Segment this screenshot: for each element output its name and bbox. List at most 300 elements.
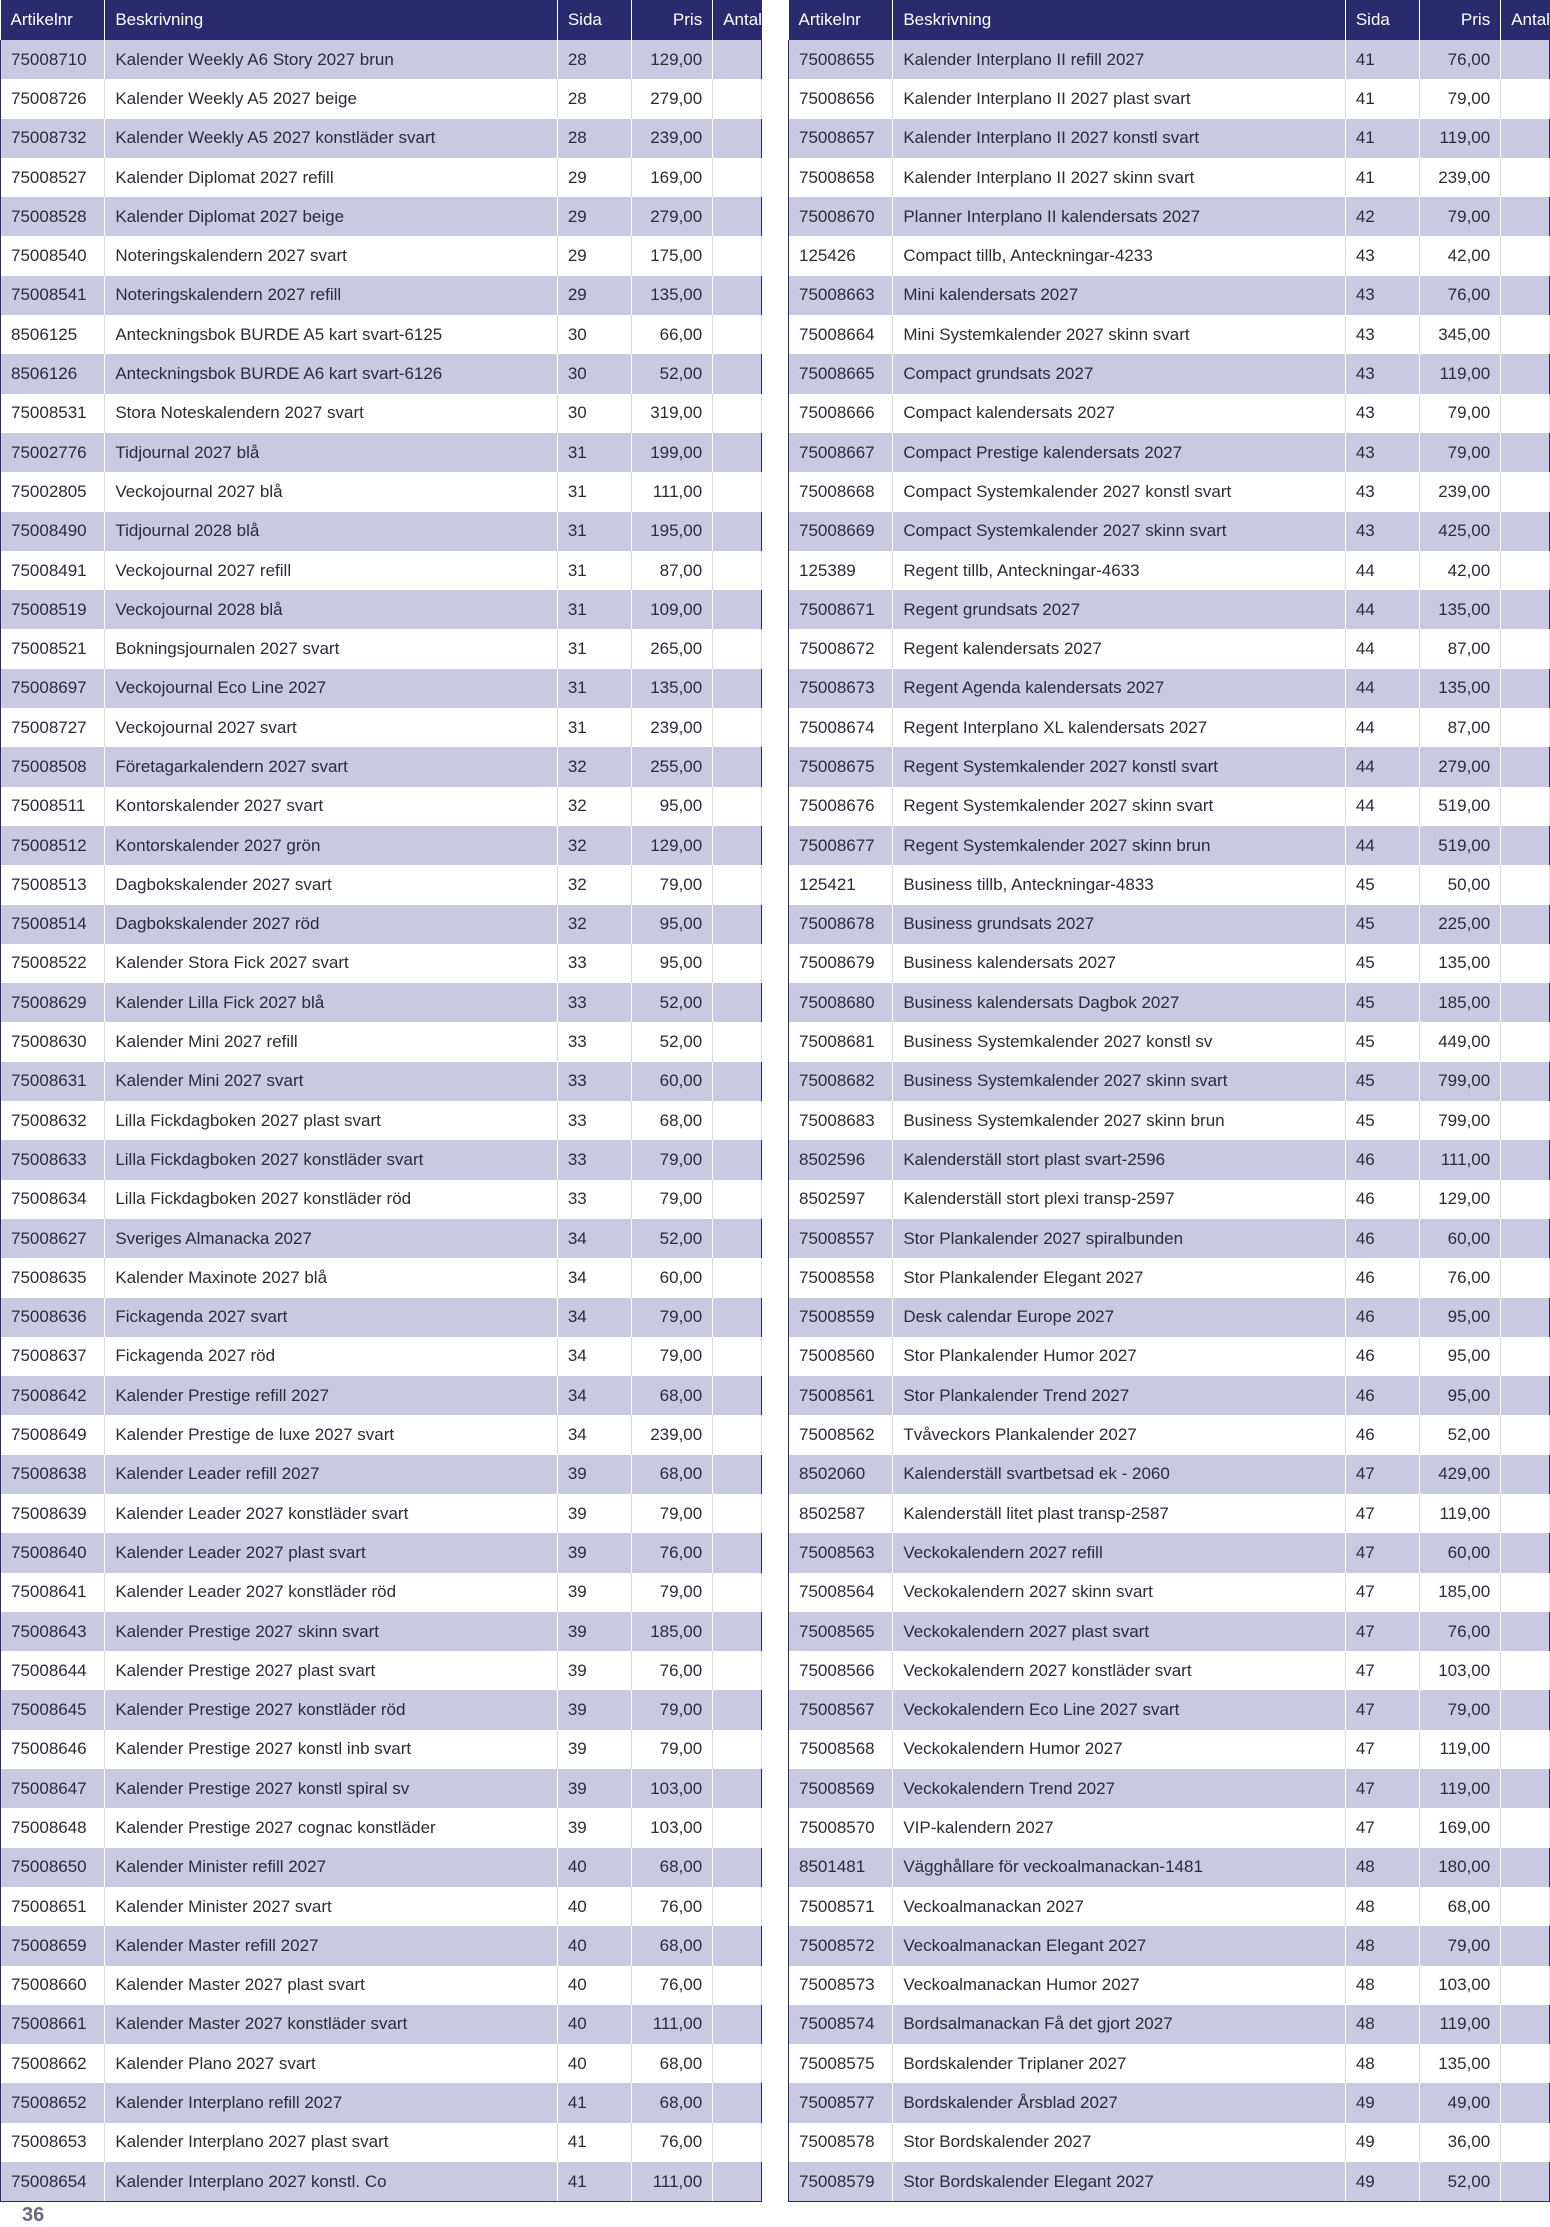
table-row <box>1 79 762 118</box>
table-row <box>789 1887 1550 1926</box>
quantity-cell[interactable] <box>1501 983 1550 1022</box>
header-article-number: Artikelnr <box>1 0 105 40</box>
article-number-cell: 75008642 <box>1 1376 105 1415</box>
description-cell: Veckoalmanackan Humor 2027 <box>893 1966 1346 2005</box>
description-cell: Veckokalendern 2027 refill <box>893 1533 1346 1572</box>
article-number-cell: 8502596 <box>789 1140 893 1179</box>
description-cell: Regent tillb, Anteckningar-4633 <box>893 551 1346 590</box>
quantity-cell[interactable] <box>1501 1022 1550 1061</box>
article-number-cell: 75008679 <box>789 944 893 983</box>
page-cell: 47 <box>1345 1690 1419 1729</box>
description-cell: Kalender Prestige 2027 konstläder röd <box>105 1690 558 1729</box>
table-row <box>789 1337 1550 1376</box>
price-cell: 79,00 <box>1419 1926 1501 1965</box>
quantity-cell[interactable] <box>713 315 762 354</box>
page-cell: 45 <box>1345 983 1419 1022</box>
table-row <box>789 315 1550 354</box>
page-cell: 33 <box>557 1101 631 1140</box>
article-number-cell: 75008634 <box>1 1180 105 1219</box>
description-cell: Veckokalendern 2027 plast svart <box>893 1612 1346 1651</box>
description-cell: Lilla Fickdagboken 2027 konstläder svart <box>105 1140 558 1179</box>
quantity-cell[interactable] <box>1501 79 1550 118</box>
article-number-cell: 75008569 <box>789 1769 893 1808</box>
quantity-cell[interactable] <box>1501 865 1550 904</box>
description-cell: Kalender Interplano refill 2027 <box>105 2083 558 2122</box>
article-number-cell: 75008514 <box>1 905 105 944</box>
description-cell: Kalender Weekly A5 2027 beige <box>105 79 558 118</box>
quantity-cell[interactable] <box>1501 787 1550 826</box>
table-row <box>789 1376 1550 1415</box>
quantity-cell[interactable] <box>713 905 762 944</box>
table-row <box>789 865 1550 904</box>
price-cell: 60,00 <box>1419 1219 1501 1258</box>
description-cell: Compact Systemkalender 2027 konstl svart <box>893 472 1346 511</box>
description-cell: Kalender Interplano 2027 konstl. Co <box>105 2162 558 2202</box>
quantity-cell[interactable] <box>1501 1966 1550 2005</box>
quantity-cell[interactable] <box>1501 158 1550 197</box>
quantity-cell[interactable] <box>713 472 762 511</box>
quantity-cell[interactable] <box>713 747 762 786</box>
price-cell: 95,00 <box>631 787 713 826</box>
table-row <box>789 669 1550 708</box>
quantity-cell[interactable] <box>713 1808 762 1847</box>
description-cell: Veckokalendern Humor 2027 <box>893 1730 1346 1769</box>
quantity-cell[interactable] <box>1501 1848 1550 1887</box>
quantity-cell[interactable] <box>713 119 762 158</box>
quantity-cell[interactable] <box>713 669 762 708</box>
article-number-cell: 75008570 <box>789 1808 893 1847</box>
page-cell: 39 <box>557 1455 631 1494</box>
quantity-cell[interactable] <box>1501 1808 1550 1847</box>
quantity-cell[interactable] <box>1501 1337 1550 1376</box>
article-number-cell: 75008665 <box>789 354 893 393</box>
page-cell: 32 <box>557 865 631 904</box>
article-number-cell: 75008527 <box>1 158 105 197</box>
quantity-cell[interactable] <box>1501 40 1550 79</box>
quantity-cell[interactable] <box>713 197 762 236</box>
table-row <box>789 590 1550 629</box>
page-cell: 40 <box>557 1848 631 1887</box>
price-cell: 87,00 <box>1419 629 1501 668</box>
table-row <box>1 1573 762 1612</box>
price-cell: 135,00 <box>1419 669 1501 708</box>
quantity-cell[interactable] <box>1501 433 1550 472</box>
table-row <box>789 2044 1550 2083</box>
quantity-cell[interactable] <box>713 1848 762 1887</box>
quantity-cell[interactable] <box>713 1219 762 1258</box>
page-cell: 48 <box>1345 1887 1419 1926</box>
price-cell: 79,00 <box>631 1690 713 1729</box>
article-number-cell: 75008655 <box>789 40 893 79</box>
quantity-cell[interactable] <box>1501 2044 1550 2083</box>
quantity-cell[interactable] <box>1501 354 1550 393</box>
description-cell: Kalender Master 2027 konstläder svart <box>105 2005 558 2044</box>
header-page: Sida <box>557 0 631 40</box>
table-row <box>789 1730 1550 1769</box>
quantity-cell[interactable] <box>1501 276 1550 315</box>
article-number-cell: 75008675 <box>789 747 893 786</box>
article-number-cell: 75008654 <box>1 2162 105 2202</box>
table-row <box>1 2005 762 2044</box>
quantity-cell[interactable] <box>1501 236 1550 275</box>
quantity-cell[interactable] <box>1501 1533 1550 1572</box>
quantity-cell[interactable] <box>713 1926 762 1965</box>
description-cell: Stor Plankalender Humor 2027 <box>893 1337 1346 1376</box>
price-cell: 76,00 <box>631 1533 713 1572</box>
article-number-cell: 75008672 <box>789 629 893 668</box>
quantity-cell[interactable] <box>1501 1690 1550 1729</box>
table-row <box>1 944 762 983</box>
page-cell: 44 <box>1345 826 1419 865</box>
price-cell: 111,00 <box>631 472 713 511</box>
quantity-cell[interactable] <box>713 158 762 197</box>
quantity-cell[interactable] <box>713 512 762 551</box>
article-number-cell: 8502587 <box>789 1494 893 1533</box>
price-cell: 103,00 <box>631 1769 713 1808</box>
table-row <box>789 2005 1550 2044</box>
quantity-cell[interactable] <box>713 629 762 668</box>
article-number-cell: 75008663 <box>789 276 893 315</box>
price-cell: 95,00 <box>631 944 713 983</box>
article-number-cell: 125389 <box>789 551 893 590</box>
header-description: Beskrivning <box>105 0 558 40</box>
page-cell: 45 <box>1345 1022 1419 1061</box>
page-cell: 31 <box>557 669 631 708</box>
quantity-cell[interactable] <box>713 433 762 472</box>
price-cell: 175,00 <box>631 236 713 275</box>
quantity-cell[interactable] <box>713 1062 762 1101</box>
article-number-cell: 8502060 <box>789 1455 893 1494</box>
page-cell: 46 <box>1345 1298 1419 1337</box>
quantity-cell[interactable] <box>1501 747 1550 786</box>
table-row <box>1 1494 762 1533</box>
quantity-cell[interactable] <box>713 2044 762 2083</box>
quantity-cell[interactable] <box>713 1887 762 1926</box>
article-number-cell: 75008633 <box>1 1140 105 1179</box>
description-cell: Veckokalendern Trend 2027 <box>893 1769 1346 1808</box>
quantity-cell[interactable] <box>1501 551 1550 590</box>
quantity-cell[interactable] <box>713 708 762 747</box>
quantity-cell[interactable] <box>713 1258 762 1297</box>
table-row <box>789 1808 1550 1847</box>
quantity-cell[interactable] <box>1501 472 1550 511</box>
description-cell: Bordskalender Triplaner 2027 <box>893 2044 1346 2083</box>
article-number-cell: 75008649 <box>1 1415 105 1454</box>
description-cell: Noteringskalendern 2027 refill <box>105 276 558 315</box>
price-cell: 68,00 <box>631 1926 713 1965</box>
quantity-cell[interactable] <box>1501 1415 1550 1454</box>
quantity-cell[interactable] <box>713 1573 762 1612</box>
price-cell: 239,00 <box>1419 158 1501 197</box>
quantity-cell[interactable] <box>1501 197 1550 236</box>
quantity-cell[interactable] <box>1501 1101 1550 1140</box>
description-cell: Compact kalendersats 2027 <box>893 394 1346 433</box>
quantity-cell[interactable] <box>1501 944 1550 983</box>
page-cell: 29 <box>557 158 631 197</box>
description-cell: Kalender Interplano II 2027 skinn svart <box>893 158 1346 197</box>
article-number-cell: 75008636 <box>1 1298 105 1337</box>
quantity-cell[interactable] <box>713 2083 762 2122</box>
table-row <box>789 747 1550 786</box>
article-number-cell: 75008571 <box>789 1887 893 1926</box>
page-cell: 43 <box>1345 236 1419 275</box>
article-number-cell: 75008627 <box>1 1219 105 1258</box>
quantity-cell[interactable] <box>713 1298 762 1337</box>
quantity-cell[interactable] <box>713 1533 762 1572</box>
page-cell: 43 <box>1345 433 1419 472</box>
quantity-cell[interactable] <box>713 1415 762 1454</box>
quantity-cell[interactable] <box>1501 1651 1550 1690</box>
header-page: Sida <box>1345 0 1419 40</box>
page-cell: 47 <box>1345 1651 1419 1690</box>
page-cell: 44 <box>1345 629 1419 668</box>
quantity-cell[interactable] <box>1501 1730 1550 1769</box>
page-cell: 41 <box>557 2162 631 2202</box>
page-cell: 48 <box>1345 1966 1419 2005</box>
table-row <box>1 1376 762 1415</box>
price-cell: 79,00 <box>1419 394 1501 433</box>
article-number-cell: 75008632 <box>1 1101 105 1140</box>
description-cell: Kalender Mini 2027 refill <box>105 1022 558 1061</box>
description-cell: Kalender Interplano II refill 2027 <box>893 40 1346 79</box>
quantity-cell[interactable] <box>1501 1258 1550 1297</box>
quantity-cell[interactable] <box>713 551 762 590</box>
table-row <box>789 826 1550 865</box>
page-cell: 47 <box>1345 1533 1419 1572</box>
description-cell: Kalender Prestige 2027 cognac konstläder <box>105 1808 558 1847</box>
page-cell: 41 <box>1345 119 1419 158</box>
quantity-cell[interactable] <box>713 787 762 826</box>
price-cell: 68,00 <box>631 2044 713 2083</box>
quantity-cell[interactable] <box>1501 1140 1550 1179</box>
table-row <box>789 1101 1550 1140</box>
page-cell: 48 <box>1345 2005 1419 2044</box>
quantity-cell[interactable] <box>713 1101 762 1140</box>
quantity-cell[interactable] <box>713 276 762 315</box>
table-row <box>789 1690 1550 1729</box>
description-cell: Fickagenda 2027 svart <box>105 1298 558 1337</box>
quantity-cell[interactable] <box>1501 1298 1550 1337</box>
page-cell: 41 <box>1345 79 1419 118</box>
table-row <box>1 1140 762 1179</box>
price-cell: 52,00 <box>631 354 713 393</box>
table-row <box>1 1219 762 1258</box>
quantity-cell[interactable] <box>1501 1887 1550 1926</box>
article-number-cell: 75008563 <box>789 1533 893 1572</box>
price-cell: 76,00 <box>1419 1258 1501 1297</box>
quantity-cell[interactable] <box>713 354 762 393</box>
article-number-cell: 75008656 <box>789 79 893 118</box>
quantity-cell[interactable] <box>713 1730 762 1769</box>
table-row <box>1 669 762 708</box>
quantity-cell[interactable] <box>1501 1612 1550 1651</box>
quantity-cell[interactable] <box>713 79 762 118</box>
page-cell: 31 <box>557 629 631 668</box>
price-cell: 76,00 <box>631 1651 713 1690</box>
quantity-cell[interactable] <box>1501 1455 1550 1494</box>
quantity-cell[interactable] <box>1501 1926 1550 1965</box>
article-number-cell: 75002805 <box>1 472 105 511</box>
header-quantity: Antal <box>713 0 762 40</box>
price-cell: 66,00 <box>631 315 713 354</box>
price-cell: 169,00 <box>631 158 713 197</box>
quantity-cell[interactable] <box>1501 2123 1550 2162</box>
price-cell: 135,00 <box>1419 2044 1501 2083</box>
quantity-cell[interactable] <box>1501 669 1550 708</box>
description-cell: Kalender Prestige 2027 skinn svart <box>105 1612 558 1651</box>
page-cell: 43 <box>1345 276 1419 315</box>
page-cell: 29 <box>557 197 631 236</box>
page-cell: 43 <box>1345 472 1419 511</box>
quantity-cell[interactable] <box>713 1376 762 1415</box>
description-cell: Veckoalmanackan Elegant 2027 <box>893 1926 1346 1965</box>
quantity-cell[interactable] <box>713 1140 762 1179</box>
quantity-cell[interactable] <box>1501 2162 1550 2202</box>
quantity-cell[interactable] <box>1501 1219 1550 1258</box>
article-number-cell: 75008573 <box>789 1966 893 2005</box>
table-row <box>1 394 762 433</box>
description-cell: Regent Agenda kalendersats 2027 <box>893 669 1346 708</box>
price-cell: 87,00 <box>1419 708 1501 747</box>
article-number-cell: 8501481 <box>789 1848 893 1887</box>
quantity-cell[interactable] <box>713 1180 762 1219</box>
quantity-cell[interactable] <box>1501 826 1550 865</box>
quantity-cell[interactable] <box>1501 394 1550 433</box>
price-cell: 60,00 <box>631 1258 713 1297</box>
quantity-cell[interactable] <box>713 40 762 79</box>
description-cell: Stor Bordskalender 2027 <box>893 2123 1346 2162</box>
quantity-cell[interactable] <box>1501 629 1550 668</box>
header-quantity: Antal <box>1501 0 1550 40</box>
page-cell: 32 <box>557 905 631 944</box>
price-cell: 79,00 <box>1419 433 1501 472</box>
quantity-cell[interactable] <box>713 394 762 433</box>
quantity-cell[interactable] <box>713 1690 762 1729</box>
description-cell: Kalender Plano 2027 svart <box>105 2044 558 2083</box>
quantity-cell[interactable] <box>1501 2083 1550 2122</box>
price-cell: 111,00 <box>1419 1140 1501 1179</box>
quantity-cell[interactable] <box>1501 1573 1550 1612</box>
quantity-cell[interactable] <box>1501 708 1550 747</box>
price-cell: 103,00 <box>631 1808 713 1847</box>
description-cell: Kalender Interplano II 2027 konstl svart <box>893 119 1346 158</box>
table-row <box>1 1926 762 1965</box>
table-row <box>789 1258 1550 1297</box>
price-cell: 129,00 <box>631 40 713 79</box>
price-cell: 36,00 <box>1419 2123 1501 2162</box>
price-cell: 135,00 <box>1419 590 1501 629</box>
price-cell: 76,00 <box>631 1887 713 1926</box>
quantity-cell[interactable] <box>713 236 762 275</box>
quantity-cell[interactable] <box>713 1769 762 1808</box>
table-row <box>1 1690 762 1729</box>
quantity-cell[interactable] <box>1501 1769 1550 1808</box>
article-number-cell: 125421 <box>789 865 893 904</box>
quantity-cell[interactable] <box>713 1455 762 1494</box>
quantity-cell[interactable] <box>1501 590 1550 629</box>
table-row <box>789 40 1550 79</box>
article-number-cell: 75008726 <box>1 79 105 118</box>
quantity-cell[interactable] <box>713 944 762 983</box>
quantity-cell[interactable] <box>713 590 762 629</box>
description-cell: Kalender Diplomat 2027 refill <box>105 158 558 197</box>
price-cell: 76,00 <box>631 1966 713 2005</box>
quantity-cell[interactable] <box>713 2123 762 2162</box>
quantity-cell[interactable] <box>1501 512 1550 551</box>
page-cell: 49 <box>1345 2123 1419 2162</box>
quantity-cell[interactable] <box>1501 119 1550 158</box>
table-row <box>1 315 762 354</box>
quantity-cell[interactable] <box>1501 1062 1550 1101</box>
quantity-cell[interactable] <box>1501 905 1550 944</box>
table-row <box>1 472 762 511</box>
quantity-cell[interactable] <box>713 826 762 865</box>
quantity-cell[interactable] <box>713 865 762 904</box>
header-price: Pris <box>631 0 713 40</box>
description-cell: Kontorskalender 2027 svart <box>105 787 558 826</box>
page-cell: 44 <box>1345 590 1419 629</box>
price-cell: 49,00 <box>1419 2083 1501 2122</box>
page-cell: 46 <box>1345 1180 1419 1219</box>
price-cell: 111,00 <box>631 2005 713 2044</box>
quantity-cell[interactable] <box>1501 1180 1550 1219</box>
article-number-cell: 75008564 <box>789 1573 893 1612</box>
description-cell: Tidjournal 2028 blå <box>105 512 558 551</box>
quantity-cell[interactable] <box>713 1494 762 1533</box>
table-row <box>789 983 1550 1022</box>
page-cell: 34 <box>557 1415 631 1454</box>
quantity-cell[interactable] <box>713 1337 762 1376</box>
description-cell: Veckojournal 2027 refill <box>105 551 558 590</box>
price-cell: 119,00 <box>1419 2005 1501 2044</box>
article-number-cell: 75008650 <box>1 1848 105 1887</box>
description-cell: Business kalendersats 2027 <box>893 944 1346 983</box>
page-cell: 44 <box>1345 708 1419 747</box>
table-row <box>789 1769 1550 1808</box>
quantity-cell[interactable] <box>1501 2005 1550 2044</box>
quantity-cell[interactable] <box>1501 315 1550 354</box>
table-body-right <box>789 40 1550 2202</box>
article-number-cell: 75008630 <box>1 1022 105 1061</box>
table-row <box>789 79 1550 118</box>
article-number-cell: 75008647 <box>1 1769 105 1808</box>
table-row <box>1 197 762 236</box>
quantity-cell[interactable] <box>1501 1494 1550 1533</box>
page-cell: 41 <box>1345 40 1419 79</box>
quantity-cell[interactable] <box>1501 1376 1550 1415</box>
description-cell: Compact Systemkalender 2027 skinn svart <box>893 512 1346 551</box>
table-row <box>789 2162 1550 2202</box>
table-body-left <box>1 40 762 2202</box>
article-number-cell: 75008575 <box>789 2044 893 2083</box>
article-number-cell: 8502597 <box>789 1180 893 1219</box>
page-cell: 39 <box>557 1651 631 1690</box>
quantity-cell[interactable] <box>713 1612 762 1651</box>
page-cell: 48 <box>1345 1848 1419 1887</box>
quantity-cell[interactable] <box>713 2162 762 2202</box>
quantity-cell[interactable] <box>713 983 762 1022</box>
quantity-cell[interactable] <box>713 2005 762 2044</box>
table-row <box>789 708 1550 747</box>
quantity-cell[interactable] <box>713 1022 762 1061</box>
article-number-cell: 75008661 <box>1 2005 105 2044</box>
article-number-cell: 75008528 <box>1 197 105 236</box>
page-cell: 44 <box>1345 787 1419 826</box>
quantity-cell[interactable] <box>713 1966 762 2005</box>
price-cell: 52,00 <box>631 1022 713 1061</box>
quantity-cell[interactable] <box>713 1651 762 1690</box>
description-cell: Business Systemkalender 2027 skinn svart <box>893 1062 1346 1101</box>
